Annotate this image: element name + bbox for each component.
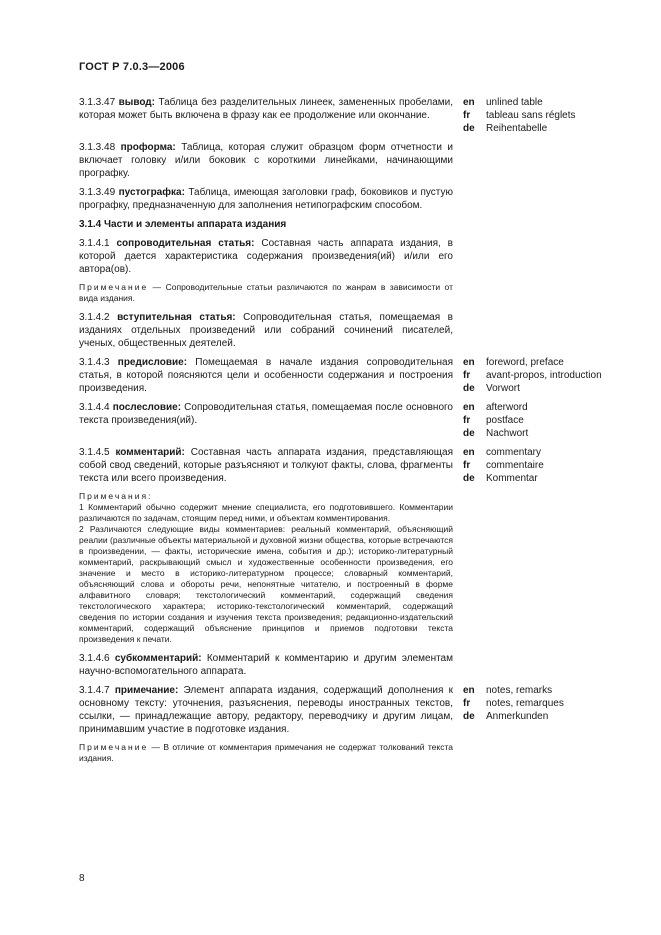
entry-term: комментарий: xyxy=(115,447,185,458)
entry-term: субкомментарий: xyxy=(114,653,202,664)
lang-code: de xyxy=(463,123,475,134)
equivalents xyxy=(463,446,611,485)
lang-term: avant-propos, introduction xyxy=(486,370,602,381)
entry-3-1-3-47 xyxy=(79,96,619,135)
entry-number: 3.1.4.2 xyxy=(79,312,110,323)
lang-code: fr xyxy=(463,698,471,709)
lang-term: afterword xyxy=(486,402,528,413)
equivalents xyxy=(463,96,611,135)
lang-term: Vorwort xyxy=(486,383,520,394)
entry-term: вступительная статья: xyxy=(117,312,236,323)
lang-code: de xyxy=(463,473,475,484)
entry-text: Помещаемая в начале издания сопроводительная статья, в которой поясняются цели и особенности содержания и построения произведения. xyxy=(79,357,454,394)
lang-code: en xyxy=(463,447,475,458)
lang-code: en xyxy=(463,97,475,108)
entry-3-1-4-4 xyxy=(79,401,619,440)
lang-term: postface xyxy=(486,415,524,426)
note-text: — Сопроводительные статьи различаются по жанрам в зависимости от вида издания. xyxy=(79,282,453,303)
document-header: ГОСТ Р 7.0.3—2006 xyxy=(79,61,185,73)
lang-code: en xyxy=(463,685,475,696)
entry-3-1-3-48 xyxy=(79,141,619,180)
lang-code: fr xyxy=(463,110,471,121)
entry-term: пустографка: xyxy=(118,187,185,198)
entry-3-1-4-3 xyxy=(79,356,619,395)
entry-3-1-4-7 xyxy=(79,684,619,736)
lang-term: Nachwort xyxy=(486,428,529,439)
entry-text: Сопроводительная статья, помещаемая после основного текста произведения(ий). xyxy=(79,402,453,426)
content xyxy=(79,96,619,771)
lang-code: fr xyxy=(463,370,471,381)
equivalents xyxy=(463,401,611,440)
lang-code: de xyxy=(463,428,475,439)
lang-code: en xyxy=(463,402,475,413)
entry-3-1-4-1 xyxy=(79,237,619,276)
entry-term: проформа: xyxy=(120,142,176,153)
entry-text: Составная часть аппарата издания, в которой дается характеристика содержания произведения(ий) и/или его автора(ов). xyxy=(79,238,453,275)
entry-3-1-4-2 xyxy=(79,311,619,350)
entry-text: Элемент аппарата издания, содержащий дополнения к основному тексту: уточнения, разъяснения, переводы иностранных текстов, ссылки, — принадлежащие автору, редактору, переводчику и другим лицам, принимавшим участие в подготовке издания. xyxy=(79,685,453,735)
note xyxy=(79,282,453,304)
lang-term: notes, remarques xyxy=(486,698,564,709)
note-text: 2 Различаются следующие виды комментариев: реальный комментарий, объясняющий реалии (различные объекты материальной и духовной жизни общества, которые встречаются в произведении, — факты, исторические имена, события и др.); историко-литературный комментарий, раскрывающий смысл и художественные особенности произведения, его значение и место в историко-литературном процессе; словарный комментарий, объясняющий слова и обороты речи, непонятные читателю, и построенный в форме алфавитного словаря; текстологический комментарий, содержащий сведения текстологического характера; историко-текстологический комментарий, содержащий сведения по истории создания и изучения текста произведения; редакционно-издательский комментарий, содержащий объяснение принципов и приемов подготовки текста произведения к печати. xyxy=(79,524,453,644)
entry-number: 3.1.4.4 xyxy=(79,402,110,413)
note-text: 1 Комментарий обычно содержит мнение специалиста, его подготовившего. Комментарии различаются по задачам, стоящим перед ними, и объектам комментирования. xyxy=(79,502,453,523)
entry-number: 3.1.4.5 xyxy=(79,447,110,458)
lang-code: de xyxy=(463,711,475,722)
entry-term: предисловие: xyxy=(117,357,188,368)
lang-code: fr xyxy=(463,460,471,471)
lang-term: commentaire xyxy=(486,460,544,471)
entry-text: Составная часть аппарата издания, представляющая собой свод сведений, которые разъясняют и толкуют факты, слова, фрагменты текста или всего произведения. xyxy=(79,447,454,484)
entry-number: 3.1.4.3 xyxy=(79,357,110,368)
lang-term: Reihentabelle xyxy=(486,123,548,134)
page-number: 8 xyxy=(79,873,85,884)
lang-code: fr xyxy=(463,415,471,426)
lang-code: de xyxy=(463,383,475,394)
entry-3-1-4-6 xyxy=(79,652,619,678)
entry-term: сопроводительная статья: xyxy=(116,238,255,249)
lang-code: en xyxy=(463,357,475,368)
entry-number: 3.1.4.1 xyxy=(79,238,110,249)
entry-text: Комментарий к комментарию и другим элементам научно-вспомогательного аппарата. xyxy=(79,653,453,677)
lang-term: notes, remarks xyxy=(486,685,553,696)
entry-number: 3.1.3.49 xyxy=(79,187,116,198)
lang-term: Kommentar xyxy=(486,473,538,484)
entry-3-1-4-5 xyxy=(79,446,619,485)
lang-term: Anmerkunden xyxy=(486,711,549,722)
entry-number: 3.1.3.47 xyxy=(79,97,116,108)
entry-text: Таблица без разделительных линеек, замененных пробелами, которая может быть включена в фразу как ее продолжение или окончание. xyxy=(79,97,453,121)
notes-block xyxy=(79,491,453,645)
entry-term: вывод: xyxy=(118,97,155,108)
lang-term: foreword, preface xyxy=(486,357,564,368)
lang-term: commentary xyxy=(486,447,542,458)
lang-term: tableau sans réglets xyxy=(486,110,576,121)
note-label: Примечание xyxy=(79,742,149,752)
section-heading: 3.1.4 Части и элементы аппарата издания xyxy=(79,219,287,230)
lang-term: unlined table xyxy=(486,97,543,108)
entry-number: 3.1.3.48 xyxy=(79,142,116,153)
note-text: — В отличие от комментария примечания не содержат толкований текста издания. xyxy=(79,742,453,763)
note-label: Примечания: xyxy=(79,491,153,501)
equivalents xyxy=(463,684,611,723)
equivalents xyxy=(463,356,611,395)
entry-number: 3.1.4.7 xyxy=(79,685,110,696)
entry-3-1-3-49 xyxy=(79,186,619,212)
entry-term: примечание: xyxy=(114,685,179,696)
entry-term: послесловие: xyxy=(112,402,182,413)
note xyxy=(79,742,453,764)
entry-text: Сопроводительная статья, помещаемая в изданиях отдельных произведений или собраний сочинений писателей, ученых, общественных деятелей. xyxy=(79,312,453,349)
note-label: Примечание xyxy=(79,282,149,292)
entry-text: Таблица, имеющая заголовки граф, боковиков и пустую прографку, предназначенную для заполнения нетипографским способом. xyxy=(79,187,454,211)
entry-number: 3.1.4.6 xyxy=(79,653,110,664)
entry-text: Таблица, которая служит образцом форм отчетности и включает головку и/или боковик с короткими линейками, начинающими прографку. xyxy=(79,142,454,179)
